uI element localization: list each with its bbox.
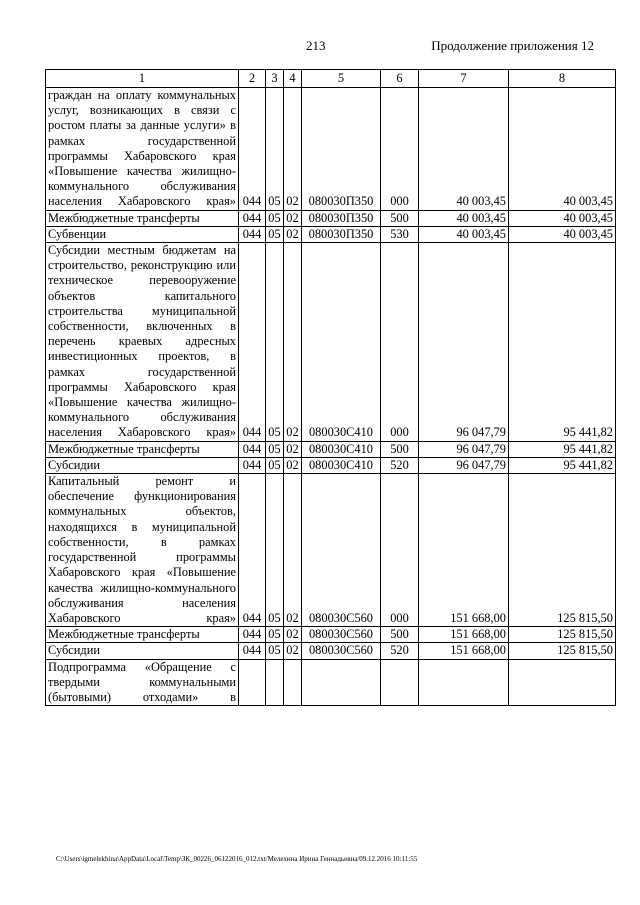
rz-cell: 05 (266, 210, 284, 226)
vr-cell: 000 (381, 243, 419, 442)
table-row (46, 457, 616, 473)
vr-cell: 530 (381, 226, 419, 242)
pr-cell: 02 (284, 643, 302, 659)
vr-cell: 500 (381, 627, 419, 643)
budget-table (45, 69, 616, 706)
amount1-cell: 40 003,45 (419, 226, 509, 242)
grbs-cell: 044 (239, 457, 266, 473)
rz-cell: 05 (266, 474, 284, 627)
column-header: 6 (381, 70, 419, 88)
footer-file-path: C:\Users\igmelekhina\AppData\Local\Temp\ЗК_00226_06122016_012.txt/Мелехина Ирина Геннадьевна/09.12.2016 10:11:55 (56, 855, 418, 863)
column-header: 7 (419, 70, 509, 88)
pr-cell (284, 659, 302, 706)
rz-cell: 05 (266, 627, 284, 643)
vr-cell: 500 (381, 441, 419, 457)
amount1-cell: 151 668,00 (419, 474, 509, 627)
amount2-cell: 40 003,45 (509, 226, 616, 242)
amount2-cell: 95 441,82 (509, 243, 616, 442)
vr-cell: 000 (381, 474, 419, 627)
rz-cell: 05 (266, 643, 284, 659)
table-header-row (46, 70, 616, 88)
vr-cell: 520 (381, 643, 419, 659)
grbs-cell: 044 (239, 210, 266, 226)
table-row (46, 210, 616, 226)
pr-cell: 02 (284, 457, 302, 473)
table-row (46, 643, 616, 659)
column-header: 4 (284, 70, 302, 88)
appendix-continuation-label: Продолжение приложения 12 (431, 38, 594, 53)
grbs-cell: 044 (239, 643, 266, 659)
amount1-cell: 96 047,79 (419, 457, 509, 473)
amount1-cell: 40 003,45 (419, 210, 509, 226)
vr-cell: 500 (381, 210, 419, 226)
amount2-cell: 40 003,45 (509, 88, 616, 211)
table-row (46, 441, 616, 457)
csr-cell: 080030П350 (302, 210, 381, 226)
csr-cell: 080030С410 (302, 457, 381, 473)
rz-cell: 05 (266, 88, 284, 211)
amount1-cell: 151 668,00 (419, 643, 509, 659)
csr-cell: 080030П350 (302, 88, 381, 211)
column-header: 1 (46, 70, 239, 88)
row-name-cell: Субсидии (46, 643, 239, 659)
column-header: 8 (509, 70, 616, 88)
csr-cell: 080030С560 (302, 643, 381, 659)
csr-cell: 080030С410 (302, 441, 381, 457)
amount2-cell (509, 659, 616, 706)
amount2-cell: 40 003,45 (509, 210, 616, 226)
row-name-cell: граждан на оплату коммунальных услуг, возникающих в связи с ростом платы за данные услуги» в рамках государственной программы Хабаровского края «Повышение качества жилищно-коммунального обслуживания населения Хабаровского края» (46, 88, 239, 211)
table-row (46, 627, 616, 643)
amount1-cell: 96 047,79 (419, 243, 509, 442)
csr-cell: 080030С560 (302, 627, 381, 643)
pr-cell: 02 (284, 441, 302, 457)
row-name-cell: Подпрограмма «Обращение с твердыми коммунальными (бытовыми) отходами» в (46, 659, 239, 706)
grbs-cell: 044 (239, 474, 266, 627)
grbs-cell (239, 659, 266, 706)
rz-cell (266, 659, 284, 706)
grbs-cell: 044 (239, 627, 266, 643)
vr-cell: 000 (381, 88, 419, 211)
amount1-cell: 96 047,79 (419, 441, 509, 457)
pr-cell: 02 (284, 226, 302, 242)
csr-cell: 080030С560 (302, 474, 381, 627)
amount2-cell: 125 815,50 (509, 643, 616, 659)
pr-cell: 02 (284, 243, 302, 442)
vr-cell (381, 659, 419, 706)
row-name-cell: Субсидии (46, 457, 239, 473)
pr-cell: 02 (284, 627, 302, 643)
csr-cell: 080030П350 (302, 226, 381, 242)
grbs-cell: 044 (239, 441, 266, 457)
row-name-cell: Межбюджетные трансферты (46, 627, 239, 643)
rz-cell: 05 (266, 226, 284, 242)
pr-cell: 02 (284, 210, 302, 226)
row-name-cell: Межбюджетные трансферты (46, 210, 239, 226)
column-header: 5 (302, 70, 381, 88)
grbs-cell: 044 (239, 88, 266, 211)
rz-cell: 05 (266, 243, 284, 442)
page-number: 213 (306, 38, 326, 53)
csr-cell (302, 659, 381, 706)
grbs-cell: 044 (239, 243, 266, 442)
row-name-cell: Субсидии местным бюджетам на строительство, реконструкцию или техническое перевооружение объектов капитального строительства муниципальной собственности, включенных в перечень краевых адресных инвестиционных проектов, в рамках государственной программы Хабаровского края «Повышение качества жилищно-коммунального обслуживания населения Хабаровского края» (46, 243, 239, 442)
csr-cell: 080030С410 (302, 243, 381, 442)
pr-cell: 02 (284, 474, 302, 627)
rz-cell: 05 (266, 457, 284, 473)
amount2-cell: 125 815,50 (509, 474, 616, 627)
amount2-cell: 95 441,82 (509, 441, 616, 457)
row-name-cell: Субвенции (46, 226, 239, 242)
amount1-cell (419, 659, 509, 706)
row-name-cell: Межбюджетные трансферты (46, 441, 239, 457)
row-name-cell: Капитальный ремонт и обеспечение функционирования коммунальных объектов, находящихся в муниципальной собственности, в рамках государственной программы Хабаровского края «Повышение качества жилищно-коммунального обслуживания населения Хабаровского края» (46, 474, 239, 627)
amount1-cell: 151 668,00 (419, 627, 509, 643)
vr-cell: 520 (381, 457, 419, 473)
amount2-cell: 95 441,82 (509, 457, 616, 473)
table-row (46, 659, 616, 706)
amount1-cell: 40 003,45 (419, 88, 509, 211)
amount2-cell: 125 815,50 (509, 627, 616, 643)
table-row (46, 226, 616, 242)
column-header: 3 (266, 70, 284, 88)
pr-cell: 02 (284, 88, 302, 211)
table-row (46, 474, 616, 627)
column-header: 2 (239, 70, 266, 88)
grbs-cell: 044 (239, 226, 266, 242)
rz-cell: 05 (266, 441, 284, 457)
table-row (46, 88, 616, 211)
table-row (46, 243, 616, 442)
